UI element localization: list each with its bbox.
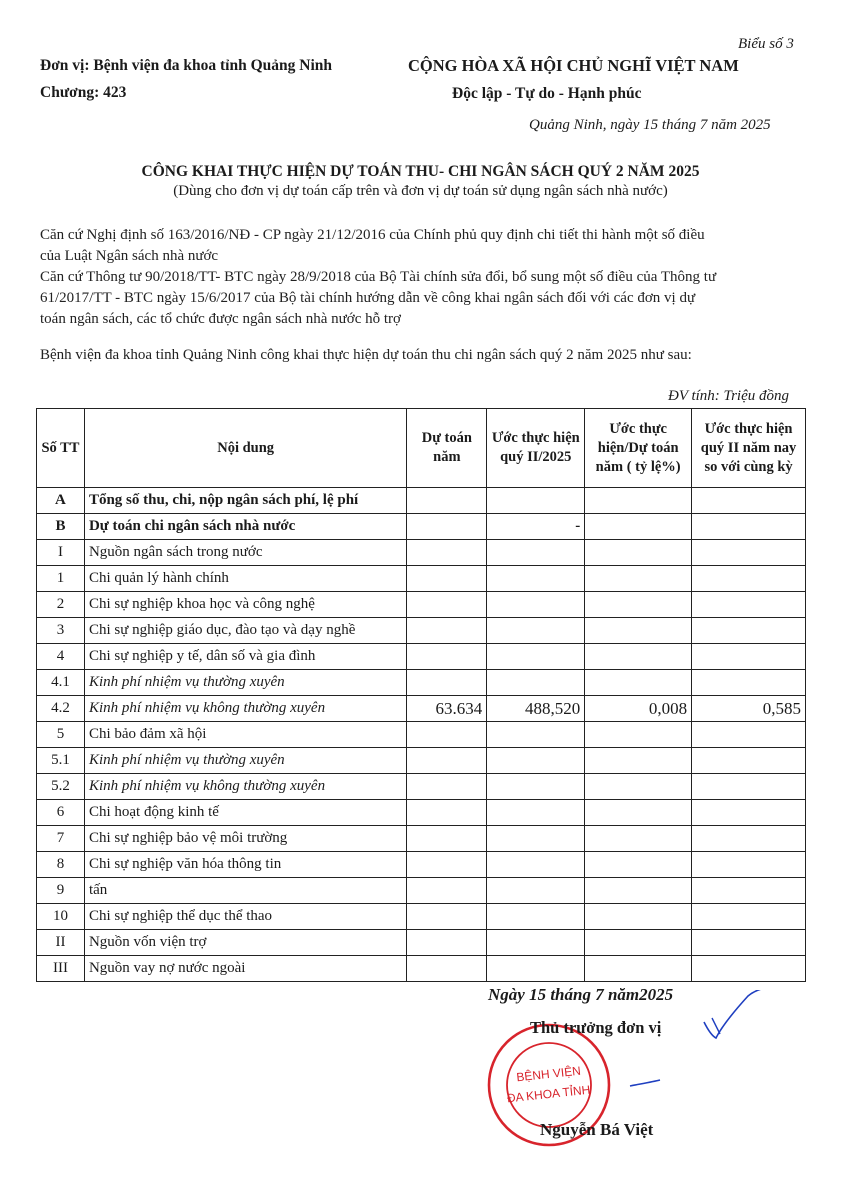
table-row (37, 930, 806, 956)
row-content: Kinh phí nhiệm vụ thường xuyên (84, 670, 406, 696)
table-row (37, 696, 806, 722)
row-ratio (585, 930, 692, 956)
row-stt: 5.2 (37, 774, 85, 800)
row-ratio (585, 644, 692, 670)
row-content: Nguồn ngân sách trong nước (84, 540, 406, 566)
row-content: Tổng số thu, chi, nộp ngân sách phí, lệ phí (84, 488, 406, 514)
stamp-line2: ĐA KHOA TỈNH (506, 1082, 591, 1106)
unit-name: Đơn vị: Bệnh viện đa khoa tỉnh Quảng Ninh (40, 57, 332, 74)
document-subtitle: (Dùng cho đơn vị dự toán cấp trên và đơn vị dự toán sử dụng ngân sách nhà nước) (173, 183, 668, 199)
motto: Độc lập - Tự do - Hạnh phúc (452, 85, 642, 102)
row-stt: 1 (37, 566, 85, 592)
row-yoy (692, 618, 806, 644)
table-body (37, 488, 806, 982)
table-row (37, 722, 806, 748)
header-yoy: Ước thực hiện quý II năm nay so với cùng kỳ (692, 409, 806, 488)
row-q2 (487, 852, 585, 878)
stamp-line1: BỆNH VIỆN (515, 1063, 582, 1085)
unit-note: ĐV tính: Triệu đồng (668, 388, 789, 404)
row-yoy (692, 566, 806, 592)
row-yoy (692, 826, 806, 852)
row-stt: I (37, 540, 85, 566)
header-ratio: Ước thực hiện/Dự toán năm ( tỷ lệ%) (585, 409, 692, 488)
row-estimate: 63.634 (407, 696, 487, 722)
row-content: Chi sự nghiệp y tế, dân số và gia đình (84, 644, 406, 670)
intro-text: Bệnh viện đa khoa tỉnh Quảng Ninh công khai thực hiện dự toán thu chi ngân sách quý 2 năm 2025 như sau: (40, 347, 692, 363)
row-yoy (692, 644, 806, 670)
table-row (37, 592, 806, 618)
row-stt: A (37, 488, 85, 514)
row-q2 (487, 540, 585, 566)
table-row (37, 644, 806, 670)
sign-date: Ngày 15 tháng 7 năm2025 (488, 985, 674, 1004)
row-estimate (407, 566, 487, 592)
row-estimate (407, 800, 487, 826)
row-estimate (407, 618, 487, 644)
row-estimate (407, 540, 487, 566)
table-row (37, 852, 806, 878)
row-yoy (692, 774, 806, 800)
row-ratio (585, 566, 692, 592)
table-row (37, 800, 806, 826)
row-content: Dự toán chi ngân sách nhà nước (84, 514, 406, 540)
row-estimate (407, 956, 487, 982)
row-q2 (487, 800, 585, 826)
row-estimate (407, 878, 487, 904)
header-estimate: Dự toán năm (407, 409, 487, 488)
legal-basis-2-line1: Căn cứ Thông tư 90/2018/TT- BTC ngày 28/9/2018 của Bộ Tài chính sửa đổi, bổ sung một số điều của Thông tư (40, 269, 717, 285)
row-stt: 10 (37, 904, 85, 930)
row-ratio (585, 826, 692, 852)
row-ratio (585, 852, 692, 878)
legal-basis-2-line2: 61/2017/TT - BTC ngày 15/6/2017 của Bộ tài chính hướng dẫn về công khai ngân sách đối với các đơn vị dự (40, 290, 696, 306)
row-stt: II (37, 930, 85, 956)
row-stt: 3 (37, 618, 85, 644)
row-content: Kinh phí nhiệm vụ thường xuyên (84, 748, 406, 774)
row-stt: 7 (37, 826, 85, 852)
row-q2 (487, 644, 585, 670)
row-stt: B (37, 514, 85, 540)
row-stt: 2 (37, 592, 85, 618)
row-content: Chi bảo đảm xã hội (84, 722, 406, 748)
row-stt: 9 (37, 878, 85, 904)
row-stt: 4.2 (37, 696, 85, 722)
header-stt: Số TT (37, 409, 85, 488)
table-row (37, 826, 806, 852)
legal-basis-2-line3: toán ngân sách, các tổ chức được ngân sách nhà nước hỗ trợ (40, 311, 401, 327)
budget-table (36, 408, 806, 982)
row-content: Chi sự nghiệp khoa học và công nghệ (84, 592, 406, 618)
row-content: Kinh phí nhiệm vụ không thường xuyên (84, 696, 406, 722)
row-q2 (487, 904, 585, 930)
row-q2 (487, 826, 585, 852)
row-ratio (585, 800, 692, 826)
row-estimate (407, 670, 487, 696)
row-stt: III (37, 956, 85, 982)
row-yoy (692, 878, 806, 904)
row-q2 (487, 930, 585, 956)
row-content: Chi quản lý hành chính (84, 566, 406, 592)
row-q2 (487, 566, 585, 592)
sign-role: Thủ trưởng đơn vị (530, 1018, 662, 1037)
row-estimate (407, 722, 487, 748)
row-content: Chi sự nghiệp giáo dục, đào tạo và dạy nghề (84, 618, 406, 644)
row-ratio (585, 540, 692, 566)
row-ratio (585, 670, 692, 696)
place-date: Quảng Ninh, ngày 15 tháng 7 năm 2025 (529, 117, 771, 133)
row-stt: 4 (37, 644, 85, 670)
row-content: Kinh phí nhiệm vụ không thường xuyên (84, 774, 406, 800)
legal-basis-2 (40, 267, 716, 330)
row-estimate (407, 930, 487, 956)
table-row (37, 566, 806, 592)
row-stt: 8 (37, 852, 85, 878)
row-yoy: 0,585 (692, 696, 806, 722)
row-q2 (487, 618, 585, 644)
row-content: Chi sự nghiệp văn hóa thông tin (84, 852, 406, 878)
table-row (37, 904, 806, 930)
row-q2: 488,520 (487, 696, 585, 722)
row-estimate (407, 774, 487, 800)
row-estimate (407, 592, 487, 618)
table-row (37, 514, 806, 540)
row-yoy (692, 956, 806, 982)
row-ratio (585, 878, 692, 904)
row-yoy (692, 852, 806, 878)
row-ratio: 0,008 (585, 696, 692, 722)
row-stt: 5.1 (37, 748, 85, 774)
row-yoy (692, 930, 806, 956)
row-ratio (585, 618, 692, 644)
row-estimate (407, 514, 487, 540)
row-q2 (487, 592, 585, 618)
row-content: Chi hoạt động kinh tế (84, 800, 406, 826)
signature-mark (600, 990, 790, 1110)
row-q2 (487, 956, 585, 982)
row-yoy (692, 670, 806, 696)
row-estimate (407, 644, 487, 670)
document-title: CÔNG KHAI THỰC HIỆN DỰ TOÁN THU- CHI NGÂN SÁCH QUÝ 2 NĂM 2025 (141, 163, 700, 180)
table-row (37, 488, 806, 514)
row-ratio (585, 488, 692, 514)
table-row (37, 670, 806, 696)
row-yoy (692, 488, 806, 514)
row-q2 (487, 748, 585, 774)
row-content: Chi sự nghiệp bảo vệ môi trường (84, 826, 406, 852)
row-content: tấn (84, 878, 406, 904)
legal-basis-1-line2: của Luật Ngân sách nhà nước (40, 248, 219, 264)
row-yoy (692, 540, 806, 566)
table-row (37, 618, 806, 644)
row-ratio (585, 514, 692, 540)
row-ratio (585, 774, 692, 800)
header-q2: Ước thực hiện quý II/2025 (487, 409, 585, 488)
table-row (37, 956, 806, 982)
nation-title: CỘNG HÒA XÃ HỘI CHỦ NGHĨ VIỆT NAM (408, 56, 739, 75)
row-estimate (407, 852, 487, 878)
legal-basis-1-line1: Căn cứ Nghị định số 163/2016/NĐ - CP ngày 21/12/2016 của Chính phủ quy định chi tiết thi hành một số điều (40, 227, 705, 243)
row-yoy (692, 748, 806, 774)
signer-name: Nguyễn Bá Việt (540, 1120, 654, 1139)
row-estimate (407, 748, 487, 774)
table-header-row (37, 409, 806, 488)
row-q2 (487, 488, 585, 514)
row-ratio (585, 592, 692, 618)
row-stt: 5 (37, 722, 85, 748)
row-q2 (487, 722, 585, 748)
row-yoy (692, 800, 806, 826)
form-number: Biểu số 3 (738, 36, 794, 52)
row-q2 (487, 670, 585, 696)
row-ratio (585, 748, 692, 774)
table-row (37, 540, 806, 566)
chapter: Chương: 423 (40, 84, 127, 101)
table-row (37, 748, 806, 774)
row-yoy (692, 514, 806, 540)
row-q2: - (487, 514, 585, 540)
row-q2 (487, 774, 585, 800)
row-ratio (585, 722, 692, 748)
row-ratio (585, 904, 692, 930)
row-yoy (692, 592, 806, 618)
row-ratio (585, 956, 692, 982)
row-estimate (407, 488, 487, 514)
row-estimate (407, 904, 487, 930)
row-estimate (407, 826, 487, 852)
row-yoy (692, 722, 806, 748)
row-content: Nguồn vay nợ nước ngoài (84, 956, 406, 982)
table-row (37, 878, 806, 904)
row-yoy (692, 904, 806, 930)
row-stt: 4.1 (37, 670, 85, 696)
row-content: Nguồn vốn viện trợ (84, 930, 406, 956)
row-content: Chi sự nghiệp thể dục thể thao (84, 904, 406, 930)
header-content: Nội dung (84, 409, 406, 488)
legal-basis-1 (40, 225, 705, 267)
row-q2 (487, 878, 585, 904)
table-row (37, 774, 806, 800)
row-stt: 6 (37, 800, 85, 826)
